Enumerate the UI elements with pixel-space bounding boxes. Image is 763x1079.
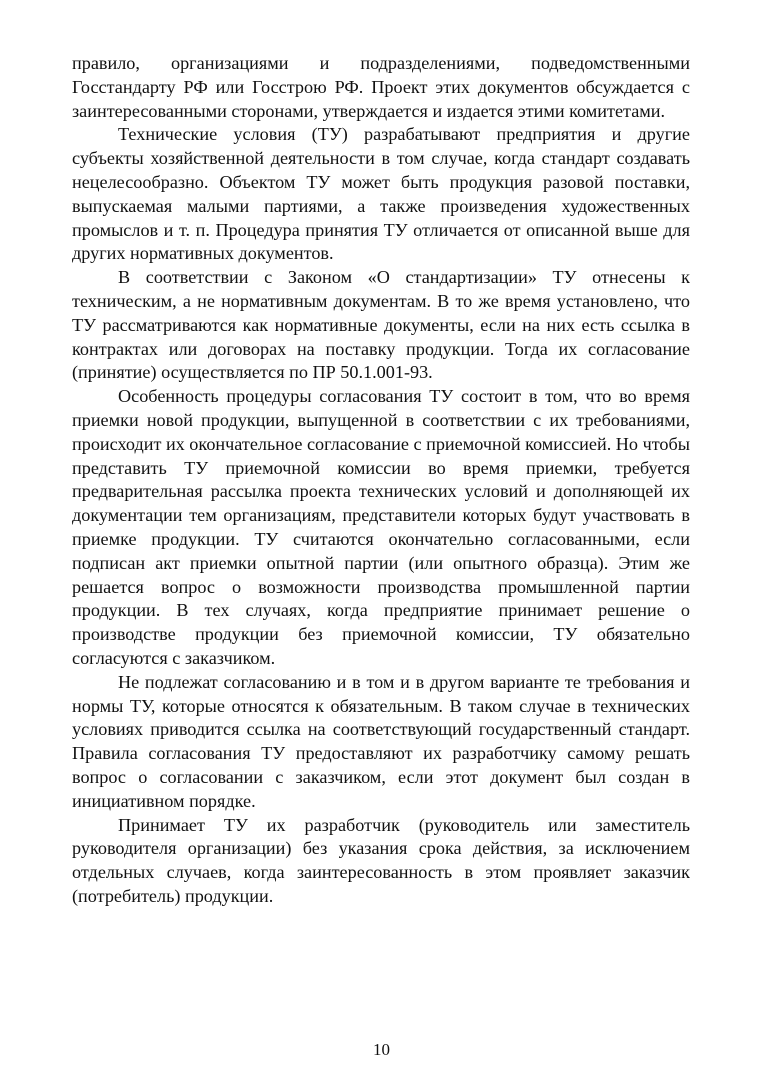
page-number: 10 xyxy=(373,1040,390,1059)
paragraph-law-on-standardization: В соответствии с Законом «О стандартизации» ТУ отнесены к техническим, а не нормативным документам. В то же время установлено, что ТУ рассматриваются как нормативные документы, если на них есть ссылка в контрактах или договорах на поставку продукции. Тогда их согласование (принятие) осуществляется по ПР 50.1.001-93. xyxy=(72,267,690,383)
paragraph-technical-conditions: Технические условия (ТУ) разрабатывают предприятия и другие субъекты хозяйственной деятельности в том случае, когда стандарт создавать нецелесообразно. Объектом ТУ может быть продукция разовой поставки, выпускаемая малыми партиями, а также произведения художественных промыслов и т. п. Процедура принятия ТУ отличается от описанной выше для других нормативных документов. xyxy=(72,124,690,264)
paragraph-mandatory-requirements: Не подлежат согласованию и в том и в другом варианте те требования и нормы ТУ, которые относятся к обязательным. В таком случае в технических условиях приводится ссылка на соответствующий государственный стандарт. Правила согласования ТУ предоставляют их разработчику самому решать вопрос о согласовании с заказчиком, если этот документ был создан в инициативном порядке. xyxy=(72,671,690,811)
paragraph-continuation: правило, организациями и подразделениями, подведомственными Госстандарту РФ или Госстрою РФ. Проект этих документов обсуждается с заинтересованными сторонами, утверждается и издается этими комитетами. xyxy=(72,53,690,121)
paragraph-approval-procedure: Особенность процедуры согласования ТУ состоит в том, что во время приемки новой продукции, выпущенной в соответствии с их требованиями, происходит их окончательное согласование с приемочной комиссией. Но чтобы представить ТУ приемочной комиссии во время приемки, требуется предварительная рассылка проекта технических условий и дополняющей их документации тем организациям, представители которых будут участвовать в приемке продукции. ТУ считаются окончательно согласованными, если подписан акт приемки опытной партии (или опытного образца). Этим же решается вопрос о возможности производства промышленной партии продукции. В тех случаях, когда предприятие принимает решение о производстве продукции без приемочной комиссии, ТУ обязательно согласуются с заказчиком. xyxy=(72,386,690,668)
paragraph-acceptance-by-developer: Принимает ТУ их разработчик (руководитель или заместитель руководителя организации) без указания срока действия, за исключением отдельных случаев, когда заинтересованность в этом проявляет заказчик (потребитель) продукции. xyxy=(72,814,690,906)
document-page xyxy=(72,52,690,909)
